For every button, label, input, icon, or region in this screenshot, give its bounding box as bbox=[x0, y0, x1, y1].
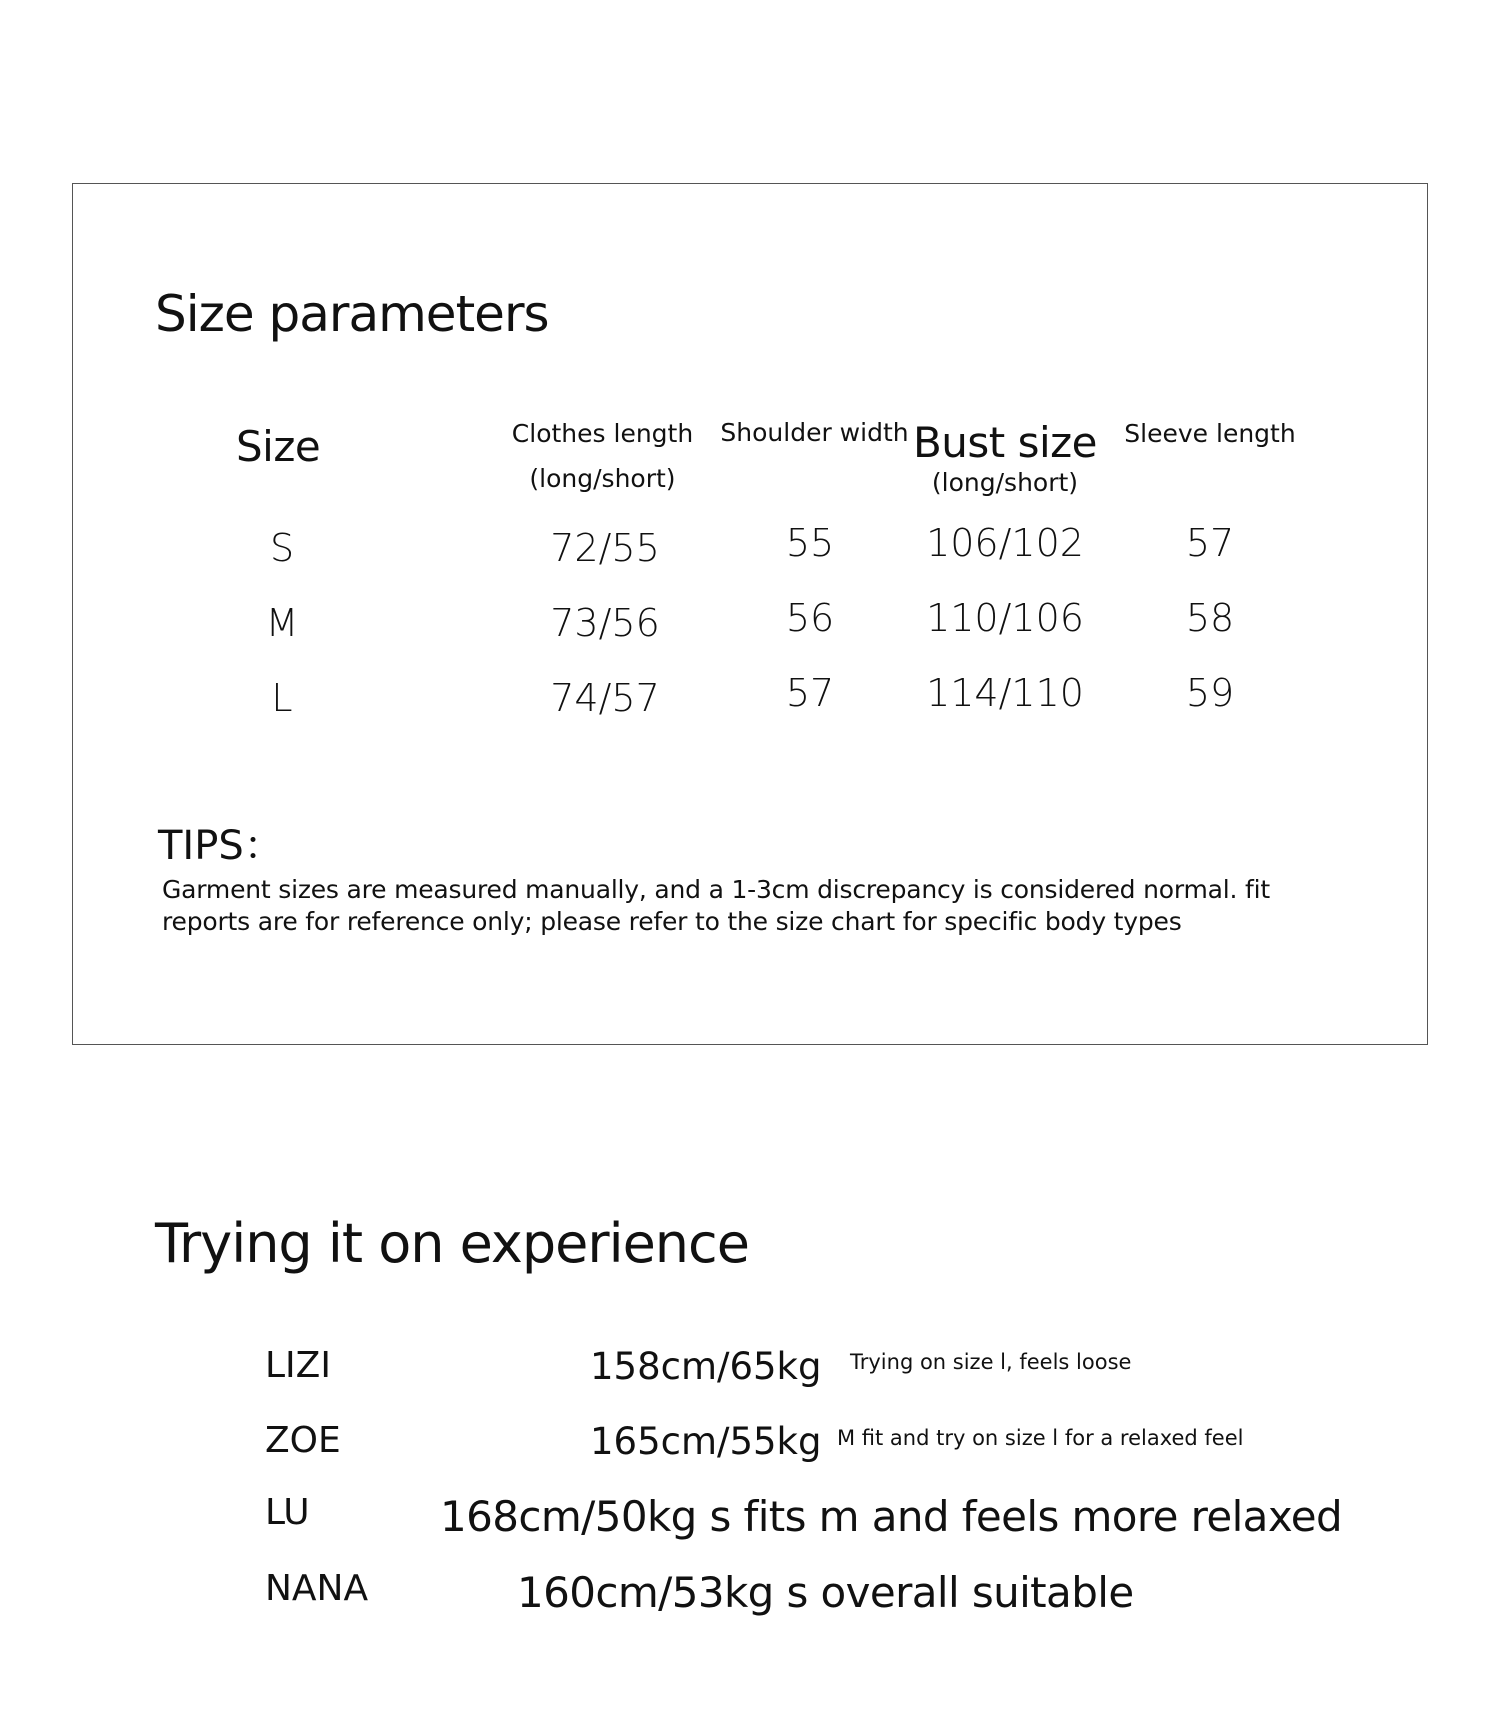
header-clothes-length-sub: (long/short) bbox=[529, 464, 676, 493]
tips-title: TIPS： bbox=[158, 823, 284, 869]
tester-summary-lu: 168cm/50kg s fits m and feels more relaxed bbox=[440, 1492, 1343, 1541]
header-bust-size-sub: (long/short) bbox=[931, 468, 1079, 497]
row-s-size: S bbox=[269, 526, 295, 570]
header-size: Size bbox=[236, 422, 321, 471]
row-m-size: M bbox=[265, 601, 299, 645]
header-clothes-length bbox=[500, 419, 705, 493]
tester-name-nana: NANA bbox=[265, 1568, 369, 1609]
row-m-sleeve-length: 58 bbox=[1185, 596, 1235, 640]
tester-name-zoe: ZOE bbox=[265, 1420, 341, 1461]
tester-stats-zoe: 165cm/55kg bbox=[590, 1420, 822, 1463]
header-shoulder-width: Shoulder width bbox=[720, 418, 909, 447]
row-l-shoulder-width: 57 bbox=[785, 671, 835, 715]
row-m-shoulder-width: 56 bbox=[785, 596, 835, 640]
tester-summary-nana: 160cm/53kg s overall suitable bbox=[517, 1568, 1134, 1617]
row-l-sleeve-length: 59 bbox=[1185, 671, 1235, 715]
try-on-title: Trying it on experience bbox=[155, 1212, 749, 1275]
header-bust-size bbox=[905, 420, 1105, 497]
header-clothes-length-label: Clothes length bbox=[511, 419, 694, 448]
size-parameters-title: Size parameters bbox=[155, 285, 549, 343]
tester-name-lu: LU bbox=[265, 1492, 310, 1533]
row-l-bust-size: 114/110 bbox=[926, 671, 1084, 715]
header-sleeve-length: Sleeve length bbox=[1124, 419, 1296, 448]
tester-name-lizi: LIZI bbox=[265, 1345, 331, 1386]
row-m-clothes-length: 73/56 bbox=[550, 601, 660, 645]
tester-stats-lizi: 158cm/65kg bbox=[590, 1345, 822, 1388]
row-l-clothes-length: 74/57 bbox=[550, 676, 660, 720]
row-m-bust-size: 110/106 bbox=[926, 596, 1084, 640]
row-s-shoulder-width: 55 bbox=[785, 521, 835, 565]
tester-note-zoe: M fit and try on size l for a relaxed feel bbox=[837, 1426, 1244, 1450]
row-l-size: L bbox=[271, 676, 293, 720]
row-s-sleeve-length: 57 bbox=[1185, 521, 1235, 565]
tester-note-lizi: Trying on size l, feels loose bbox=[850, 1350, 1132, 1374]
row-s-clothes-length: 72/55 bbox=[550, 526, 660, 570]
row-s-bust-size: 106/102 bbox=[926, 521, 1084, 565]
tips-text: Garment sizes are measured manually, and a 1-3cm discrepancy is considered normal. fit reports are for reference only; please refer to the size chart for specific body types bbox=[162, 875, 1270, 936]
header-bust-size-label: Bust size bbox=[912, 418, 1098, 467]
